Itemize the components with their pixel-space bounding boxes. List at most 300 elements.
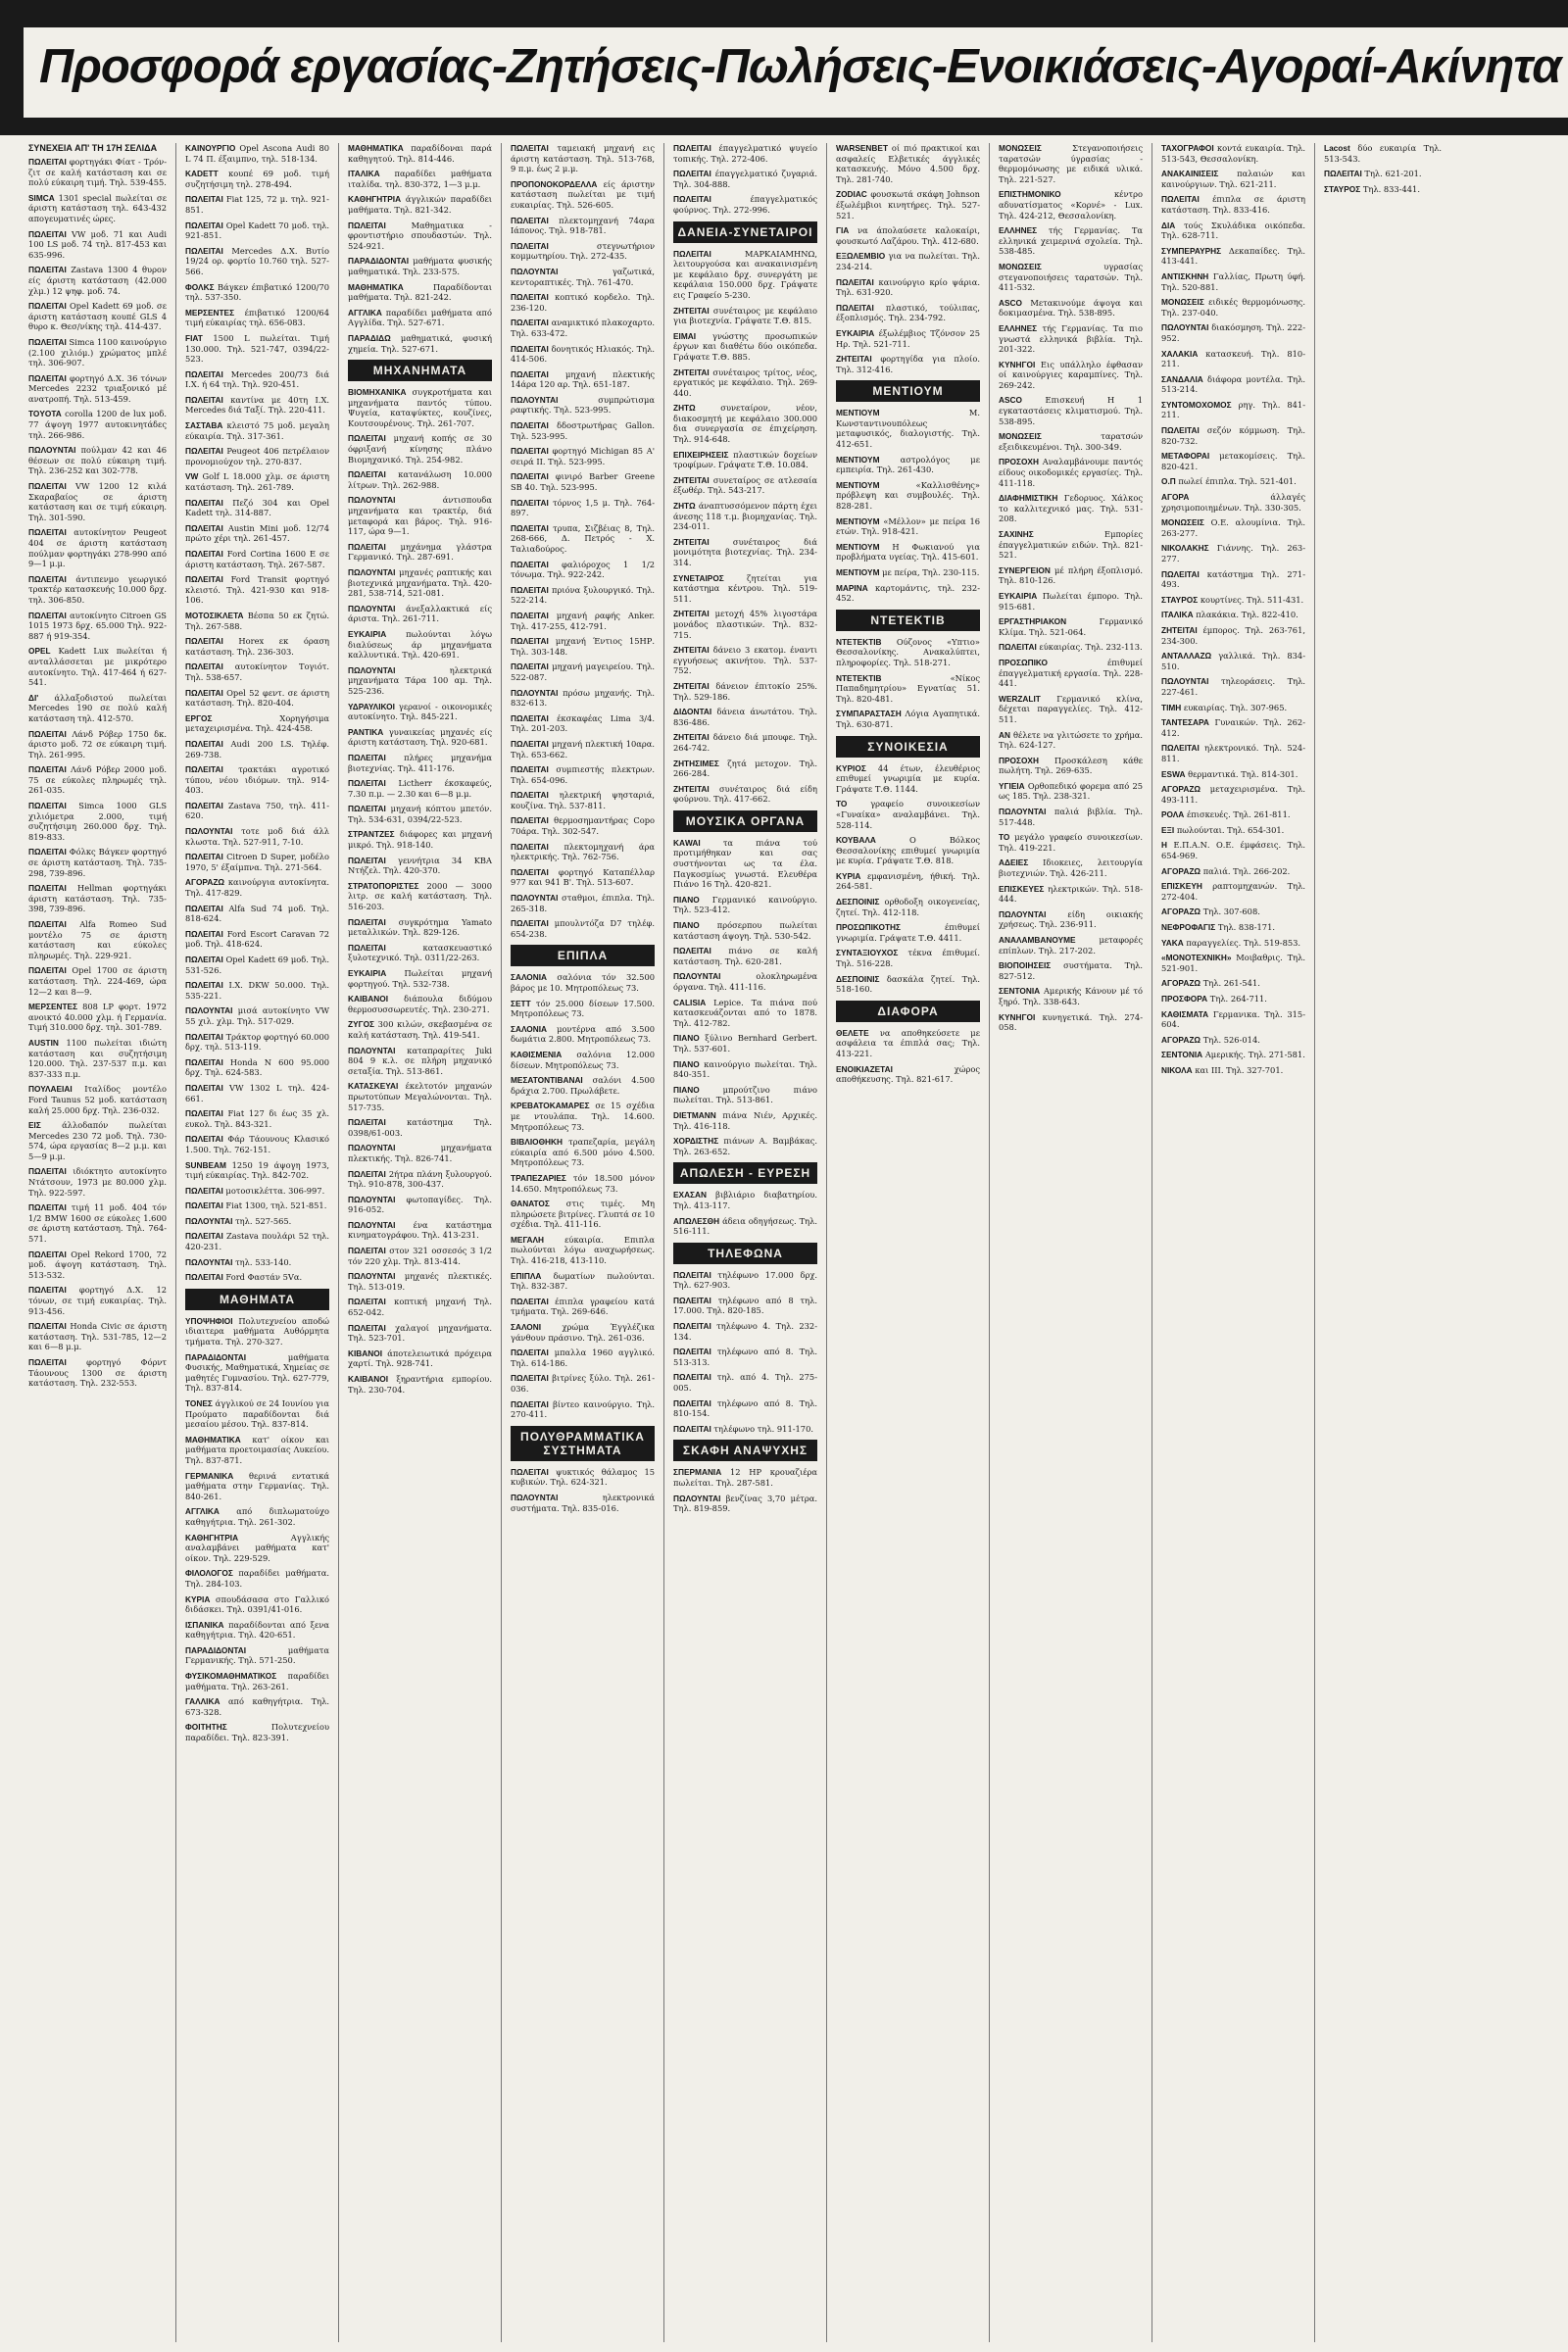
classified-ad (28, 1357, 167, 1389)
classified-ad (28, 527, 167, 568)
ad-text: Χορηγήσιμα μεταχειρισμένα. Τηλ. 424-458. (185, 712, 329, 734)
ad-text: Εις υπάλληλο έφθασαν οί καινούργιες καραμπίνες. Τηλ. 269-242. (999, 359, 1143, 390)
classified-ad (999, 143, 1143, 184)
classified-ad (348, 387, 492, 428)
ad-keyword: ΠΩΛΕΙΤΑΙ (348, 1117, 386, 1128)
ad-keyword: ΕΝΟΙΚΙΑΖΕΤΑΙ (836, 1063, 893, 1074)
ad-text: μηχανήματα πλεκτικής. Τηλ. 826-741. (348, 1143, 492, 1163)
ad-text: ζητά μετοχον. Τηλ. 266-284. (673, 758, 817, 779)
classified-ad (673, 645, 817, 676)
classified-ad (28, 481, 167, 522)
classified-ad (28, 611, 167, 642)
ad-keyword: ΑΝΤΑΛΛΑΖΩ (1161, 651, 1212, 662)
classified-ad (673, 1321, 817, 1342)
ad-text: θερμοσημαντήρας Copo 70άρα. Τηλ. 302-547. (511, 815, 655, 837)
classified-ad (673, 1190, 817, 1210)
ad-text: φουσκωτά σκάφη Johnson έξωλέμβιοι κινητήρες. Τηλ. 527-521. (836, 189, 980, 220)
ad-text: έπιθυμεί έπαγγελματική εργασία. Τηλ. 228-441. (999, 657, 1143, 689)
ad-text: κατ' οίκον και μαθήματα προετοιμασίας Λυκείου. Τηλ. 837-871. (185, 1434, 330, 1465)
ad-text: 808 LP φορτ. 1972 ανοικτό 40.000 χλμ. ή Γερμανία. Τιμή 310.000 δρχ. τηλ. 301-789. (28, 1002, 167, 1033)
ad-keyword: ΜΟΤΟΣΙΚΛΕΤΑ (185, 610, 244, 620)
ad-text: πλεκτομηχανή άρα ηλεκτρικής. Τηλ. 762-756. (511, 841, 655, 862)
ad-keyword: ΖΗΤΕΙΤΑΙ (836, 354, 872, 365)
classified-ad (348, 829, 492, 850)
ad-text: καταπραρίτες Juki 804 9 κ.λ. σε πλήρη μηχανικό σεταξία. Τηλ. 513-861. (348, 1045, 492, 1076)
ad-keyword: ΠΩΛΕΙΤΑΙ (673, 1372, 711, 1383)
ad-text: άγγλικού σε 24 Ιουνίου για Προύματο παραδίδονται διά μεσαίου μέσου. Τηλ. 837-814. (185, 1398, 330, 1430)
ad-keyword: ΜΑΘΗΜΑΤΙΚΑ (185, 1434, 241, 1445)
ad-keyword: ΔΙΔΟΝΤΑΙ (673, 707, 712, 717)
classified-ad (185, 246, 329, 277)
classified-ad (1161, 143, 1305, 164)
ad-keyword: ΘΕΛΕΤΕ (836, 1027, 869, 1038)
ad-keyword: ΑΠΩΛΕΣΘΗ (673, 1215, 720, 1226)
ad-keyword: ΖΗΤΩ (673, 403, 696, 414)
ad-text: σε 15 σχέδια με ντουλάπα. Τηλ. 14.600. Μητροπόλεως 73. (511, 1101, 655, 1132)
ad-text: αναμικτικό πλακοχαρτο. Τηλ. 633-472. (511, 318, 656, 338)
ad-keyword: ΚΥΡΙΟΣ (836, 762, 866, 773)
ad-keyword: ΠΙΑΝΟ (673, 1058, 700, 1069)
ad-keyword: SUNBEAM (185, 1159, 226, 1170)
ad-keyword: ΖΥΓΟΣ (348, 1019, 375, 1030)
ad-keyword: ΠΩΛΕΙΤΑΙ (511, 240, 549, 251)
ad-keyword: ΜΟΝΩΣΕΙΣ (1161, 517, 1204, 528)
ad-text: μεγάλο γραφείο συνοικεσίων. Τηλ. 419-221. (999, 832, 1143, 853)
ad-text: υγρασίας στεγανοποιήσεις ταρατσών. Τηλ. 411-532. (999, 261, 1143, 293)
ad-text: Ford Escort Caravan 72 μοδ. Τηλ. 418-624. (185, 928, 329, 950)
classified-ad (511, 1467, 655, 1488)
ad-text: Honda Civic σε άριστη κατάσταση. Τηλ. 531-785, 12—2 και 6—8 μ.μ. (28, 1321, 168, 1352)
ad-keyword: CALISIA (673, 997, 707, 1007)
ad-keyword: ΚΑΘΙΣΜΑΤΑ (1161, 1008, 1209, 1019)
ad-keyword: ΑΓΟΡΑΖΩ (1161, 784, 1201, 795)
ad-keyword: ΚΑΙΒΑΝΟΙ (348, 994, 389, 1004)
ad-keyword: ESWA (1161, 768, 1186, 779)
classified-ad (185, 1257, 329, 1268)
ad-keyword: ΠΩΛΟΥΝΤΑΙ (185, 1005, 233, 1016)
ad-keyword: ΠΩΛΕΙΤΑΙ (185, 1031, 223, 1042)
classified-ad (511, 790, 655, 810)
ad-text: διάφορα μοντέλα. Τηλ. 513-214. (1161, 373, 1305, 395)
ad-keyword: ΕΛΛΗΝΕΣ (999, 225, 1038, 236)
classified-ad (185, 1722, 329, 1742)
ad-text: ιδιόκτητο αυτοκίνητο Ντάτσουν, 1973 με 80.000 χλμ. Τηλ. 922-597. (28, 1166, 167, 1198)
ad-text: μαθήματα φυσικής μαθηματικά. Τηλ. 233-575. (348, 256, 493, 276)
ad-keyword: ΑΓΟΡΑΖΩ (185, 877, 225, 888)
classified-ad (1161, 169, 1305, 189)
classified-ad (673, 1494, 817, 1514)
ad-text: φορτηγό Δ.Χ. 36 τόνων Mercedes 2232 τριαξονικό μέ ανατροπή. Τηλ. 513-459. (28, 372, 168, 404)
ad-text: Opel Ascona Audi 80 L 74 Π. έξαιμπνο, τηλ. 518-134. (185, 143, 329, 164)
classified-ad (836, 583, 980, 604)
ad-keyword: ΠΩΛΕΙΤΑΙ (185, 1200, 223, 1211)
classified-ad (1161, 769, 1305, 780)
ad-keyword: ΑΓΟΡΑΖΩ (1161, 906, 1201, 917)
ad-keyword: ΔΙ' (28, 692, 39, 703)
ad-keyword: ΝΤΕΤΕΚΤΙΒ (836, 636, 882, 647)
ad-text: συγκρότημα Yamato μεταλλικών. Τηλ. 829-126. (348, 916, 493, 938)
ad-text: VW μοδ. 71 και Audi 100 LS μοδ. 74 τηλ. 817-453 και 635-996. (28, 228, 167, 260)
ad-text: ρηγ. Τηλ. 841-211. (1161, 399, 1305, 420)
classified-ad (836, 974, 980, 995)
classified-ad (185, 420, 329, 441)
section-heading: ΔΙΑΦΟΡΑ (836, 1001, 980, 1022)
ad-keyword: ΡΑΝΤΙΚΑ (348, 726, 384, 737)
classified-ad (185, 1160, 329, 1181)
classified-ad (185, 169, 329, 189)
ad-text: Παραδίδονται μαθήματα. Τηλ. 821-242. (348, 281, 492, 303)
classified-ad (185, 739, 329, 760)
ad-keyword: ΜΟΝΩΣΕΙΣ (999, 261, 1042, 271)
ad-text: Τηλ. 261-541. (1202, 978, 1260, 989)
classified-ad (999, 694, 1143, 725)
ad-keyword: ΠΡΟΠΟΝΟΚΟΡΔΕΛΛΑ (511, 178, 598, 189)
ad-text: είς άριστην κατάσταση πωλείται με τιμή ευκαιρίας. Τηλ. 526-605. (511, 178, 655, 210)
ad-keyword: ΠΩΛΕΙΤΑΙ (28, 1249, 67, 1259)
ad-text: βενζίνας 3,70 μέτρα. Τηλ. 819-859. (673, 1493, 817, 1514)
ad-keyword: ΣΑΛΟΝΙ (511, 1322, 542, 1333)
classified-ad (28, 801, 167, 842)
classified-ad (1161, 881, 1305, 902)
ad-keyword: ΠΩΛΕΙΤΑΙ (673, 1423, 711, 1434)
ad-text: κυνηγετικά. Τηλ. 274-058. (999, 1011, 1143, 1033)
ad-keyword: ΣΥΜΠΑΡΑΣΤΑΣΗ (836, 709, 902, 719)
classified-ad (1161, 784, 1305, 805)
ad-text: από διπλωματούχο καθηγήτρια. Τηλ. 261-302. (185, 1506, 329, 1527)
ad-text: δασκάλα ζητεί. Τηλ. 518-160. (836, 973, 980, 995)
ad-keyword: ΕΥΚΑΙΡΙΑ (348, 628, 387, 639)
column-2 (176, 143, 339, 2342)
ad-keyword: ΣΑΧΙΝΗΣ (999, 529, 1034, 539)
classified-ad (511, 267, 655, 287)
ad-keyword: ΖΗΤΕΙΤΑΙ (673, 305, 710, 316)
ad-text: Τηλ. 621-201. (1364, 169, 1422, 179)
ad-keyword: ΠΩΛΟΥΝΤΑΙ (348, 1143, 396, 1153)
ad-text: Τηλ. 833-441. (1362, 183, 1420, 194)
classified-ad (348, 804, 492, 824)
column-9 (1315, 143, 1450, 2342)
ad-text: καινούργιο πωλείται. Τηλ. 840-351. (673, 1058, 817, 1080)
classified-ad (185, 1216, 329, 1227)
ad-text: «Καλλισθένης» πρόβλεψη και συμβουλές. Τηλ. 828-281. (836, 479, 980, 512)
classified-ad (673, 1216, 817, 1237)
classified-ad (1161, 543, 1305, 564)
classified-ad (185, 308, 329, 328)
classified-ad (673, 971, 817, 992)
ad-text: Βέσπα 50 εκ ζητώ. Τηλ. 267-588. (185, 610, 330, 631)
classified-ad (348, 495, 492, 536)
ad-keyword: ΠΩΛΕΙΤΑΙ (511, 215, 549, 225)
ad-keyword: ΑΔΕΙΕΣ (999, 858, 1029, 868)
ad-keyword: ΠΡΟΣΩΠΙΚΟ (999, 657, 1048, 667)
classified-ad (673, 1347, 817, 1367)
ad-keyword: ΑΝΤΙΣΚΗΝΗ (1161, 270, 1209, 281)
ad-keyword: ΠΩΛΕΙΤΑΙ (185, 574, 223, 585)
ad-text: Πωλείται μηχανή φορτηγού. Τηλ. 532-738. (348, 968, 493, 989)
classified-ad (511, 662, 655, 682)
ad-keyword: ΠΩΛΕΙΤΑΙ (28, 919, 67, 929)
ad-keyword: ΠΩΛΟΥΝΤΑΙ (185, 826, 233, 837)
ad-keyword: ΕΡΓΟΣ (185, 712, 213, 723)
classified-ad (511, 764, 655, 785)
ad-text: κατάστημα Τηλ. 0398/61-003. (348, 1117, 492, 1138)
ad-text: «Μέλλον» με πείρα 16 ετών. Τηλ. 918-421. (836, 515, 980, 537)
ad-text: καρτομάντις, τηλ. 232-452. (836, 582, 980, 604)
ad-text: Fiat 127 δι έως 35 χλ. ευκολ. Τηλ. 843-321. (185, 1108, 330, 1129)
ad-keyword: ΤΟΝΕΣ (185, 1398, 213, 1408)
ad-keyword: ΖΗΤΕΙΤΑΙ (673, 367, 710, 377)
classified-ad (836, 328, 980, 349)
classified-ad (1161, 809, 1305, 820)
classified-ad (1161, 322, 1305, 343)
ad-keyword: ΣΕΤΤ (511, 998, 531, 1008)
ad-keyword: ΠΩΛΕΙΤΑΙ (28, 157, 67, 167)
classified-ad (28, 445, 167, 476)
ad-text: γεννήτρια 34 ΚΒΑ Ντήζελ. Τηλ. 420-370. (348, 855, 492, 876)
ad-keyword: ΚΥΡΙΑ (836, 870, 861, 881)
ad-text: Πεζό 304 και Opel Kadett τηλ. 314-887. (185, 497, 330, 518)
classified-ad (1161, 866, 1305, 877)
ad-text: Zastava 1300 4 θυρον είς άριστη κατάσταση (42.000 χλμ.) 12 ψηφ. μοδ. 74. (28, 265, 167, 296)
classified-ad (185, 929, 329, 950)
ad-keyword: ΠΩΛΕΙΤΑΙ (511, 522, 549, 533)
ad-text: κοπτική μηχανή Τηλ. 652-042. (348, 1297, 492, 1318)
ad-keyword: ΠΩΛΕΙΤΑΙ (348, 220, 386, 230)
ad-text: δάνειο 3 εκατομ. έναντι εγγυήσεως ακινήτου. Τηλ. 537-752. (673, 645, 817, 676)
ad-keyword: «ΜΟΝΟΤΕΧΝΙΚΗ» (1161, 953, 1232, 963)
ad-keyword: ΠΩΛΕΙΤΑΙ (185, 522, 223, 533)
classified-ad (185, 1083, 329, 1103)
ad-text: Zastava 750, τηλ. 411-620. (185, 800, 330, 821)
ad-text: φορτηγό Δ.Χ. 12 τόνων, σε τιμή ευκαιρίας. Τηλ. 913-456. (28, 1285, 168, 1316)
classified-ad (511, 241, 655, 262)
classified-ad (348, 256, 492, 276)
ad-text: τόν 25.000 δίσεων 17.500. Μητροπόλεως 73. (511, 998, 655, 1019)
ad-keyword: ΤΑΝΤΕΣΑΡΑ (1161, 717, 1209, 728)
ad-keyword: ΠΩΛΕΙΤΑΙ (348, 1246, 386, 1256)
ad-keyword: ΕΠΙΣΚΕΥΕΣ (999, 883, 1045, 894)
classified-ad (185, 1533, 329, 1564)
classified-ad (836, 1028, 980, 1059)
classified-ad (999, 262, 1143, 293)
ad-text: τόρνος 1,5 μ. Τηλ. 764-897. (511, 497, 656, 518)
ad-keyword: ΥΠΟΨΗΦΙΟΙ (185, 1315, 233, 1326)
ad-text: Πωλείται έμπορο. Τηλ. 915-681. (999, 590, 1143, 612)
classified-ad (185, 1005, 329, 1026)
ad-text: Λόγια Αγαπητικά. Τηλ. 630-871. (836, 709, 981, 729)
ad-text: πρόσω μηχανής. Τηλ. 832-613. (511, 687, 655, 709)
ad-keyword: ΠΩΛΕΙΤΑΙ (185, 764, 223, 775)
ad-keyword: ΒΙΟΠΟΙΗΣΕΙΣ (999, 960, 1052, 971)
ad-keyword: ΣΥΝΕΤΑΙΡΟΣ (673, 572, 724, 583)
ad-text: ειδικές θερμομόνωσης. Τηλ. 237-040. (1161, 297, 1305, 318)
classified-ad (511, 471, 655, 492)
ad-text: κλειστό 75 μοδ. μεγαλη εύκαιρία. Τηλ. 317-361. (185, 420, 329, 441)
ad-text: Γερμανικό κλίνα, δέχεται παραγγελίες. Τηλ. 412-511. (999, 693, 1143, 724)
ad-text: μισά αυτοκίνητο VW 55 χιλ. χλμ. Τηλ. 517-029. (185, 1005, 329, 1026)
ad-keyword: ΚΥΡΙΑ (185, 1593, 211, 1604)
classified-ad (999, 457, 1143, 488)
classified-ad (836, 1064, 980, 1085)
ad-keyword: ΘΑΝΑΤΟΣ (511, 1199, 550, 1209)
classified-ad (673, 707, 817, 727)
ad-keyword: ΠΩΛΕΙΤΑΙ (511, 1398, 549, 1409)
ad-text: διάπουλα διδύμου θερμοσυσσωρευτές. Τηλ. 230-271. (348, 994, 493, 1014)
ad-text: φωτοπαγίδες. Τηλ. 916-052. (348, 1194, 493, 1215)
ad-keyword: ΠΩΛΕΙΤΑΙ (511, 1296, 549, 1306)
classified-ad (348, 1081, 492, 1112)
classified-ad (836, 189, 980, 220)
classified-ad (185, 1231, 329, 1251)
ad-text: Opel 52 φεντ. σε άριστη κατάσταση. Τηλ. 820-404. (185, 687, 329, 709)
ad-keyword: ΖΗΤΕΙΤΑΙ (1161, 624, 1198, 635)
ad-keyword: ΤΙΜΗ (1161, 702, 1182, 712)
ad-text: έπιπλα γραφείου κατά τμήματα. Τηλ. 269-646. (511, 1296, 655, 1317)
classified-ad (999, 616, 1143, 637)
classified-ad (1161, 651, 1305, 671)
ad-text: πλεκτομηχανή 74αρα Ιάπονος. Τηλ. 918-781. (511, 215, 655, 236)
ad-keyword: ΕΛΛΗΝΕΣ (999, 322, 1038, 333)
ad-text: Opel Kadett 69 μοδ. Τηλ. 531-526. (185, 955, 329, 975)
ad-keyword: ΠΩΛΕΙΤΑΙ (28, 847, 67, 858)
ad-text: τιμή 11 μοδ. 404 τόν 1/2 BMW 1600 σε εύκολες 1.600 σε άριστη κατάσταση. Τηλ. 764-571. (28, 1202, 167, 1245)
classified-ad (836, 516, 980, 537)
classified-ad (185, 1645, 329, 1666)
classified-ad (999, 807, 1143, 827)
ad-keyword: ΠΩΛΕΙΤΑΙ (511, 1348, 549, 1358)
ad-text: 2ήτρα πλάνη ξυλουργού. Τηλ. 910-878, 300-437. (348, 1168, 492, 1190)
classified-ad (1161, 451, 1305, 471)
ad-text: Τηλ. 526-014. (1202, 1034, 1260, 1045)
classified-ad (185, 1134, 329, 1154)
ad-text: Mercedes Δ.Χ. Βυτίο 19/24 ορ. φορτίο 10.760 τηλ. 527-566. (185, 245, 330, 276)
classified-ad (673, 1296, 817, 1316)
ad-text: Αμερικής. Τηλ. 271-581. (1204, 1050, 1305, 1060)
classified-ad (348, 856, 492, 876)
ad-keyword: ΤΟ (836, 799, 848, 809)
classified-ad (673, 501, 817, 532)
classified-ad (836, 567, 980, 578)
classified-ad (1161, 840, 1305, 860)
ad-keyword: ΑΓΟΡΑ (1161, 492, 1190, 503)
ad-keyword: ΠΩΛΟΥΝΤΑΙ (511, 266, 559, 276)
ad-keyword: ΠΩΛΕΙΤΑΙ (28, 1321, 67, 1332)
classified-ad (673, 1033, 817, 1054)
ad-keyword: ΠΩΛΕΙΤΑΙ (511, 790, 549, 801)
classified-ad (185, 1568, 329, 1589)
ad-keyword: ΖΗΤΕΙΤΑΙ (673, 783, 710, 794)
ad-keyword: ΠΩΛΕΙΤΑΙ (348, 778, 386, 789)
classified-ad (348, 567, 492, 599)
classified-ad (999, 832, 1143, 853)
ad-text: καντίνα με 40τη Ι.Χ. Mercedes διά Ταξί. Τηλ. 220-411. (185, 394, 329, 416)
ad-text: Γιάννης. Τηλ. 263-277. (1161, 543, 1305, 564)
ad-keyword: AUSTIN (28, 1037, 59, 1048)
ad-text: μηχάνημα γλάστρα Γερμανικό. Τηλ. 287-691. (348, 541, 492, 563)
classified-ad (999, 565, 1143, 586)
ad-keyword: ΠΩΛΕΙΤΑΙ (673, 1321, 711, 1332)
ad-text: καινούργιο κρίο ψάρια. Τηλ. 631-920. (836, 276, 981, 298)
classified-ad (673, 1467, 817, 1488)
ad-text: καινούργια αυτοκίνητα. Τηλ. 417-829. (185, 877, 329, 899)
ad-text: μπαλλα 1960 αγγλικό. Τηλ. 614-186. (511, 1348, 656, 1368)
ad-text: τρακτάκι αγροτικό τύπου, νέου ιδιόμων. τηλ. 914-403. (185, 764, 329, 796)
classified-ad (185, 1471, 329, 1502)
ad-text: Citroen D Super, μοδέλο 1970, 5' έξαίμπνα. Τηλ. 271-564. (185, 852, 330, 872)
ad-keyword: ΠΩΛΕΙΤΑΙ (511, 815, 549, 826)
classified-ad (348, 1117, 492, 1138)
ad-keyword: ΑΓΓΛΙΚΑ (348, 307, 382, 318)
ad-keyword: ΔΙΑΦΗΜΙΣΤΙΚΗ (999, 493, 1058, 504)
ad-text: αυτοκίνητον Peugeot 404 σε άριστη κατάσταση πούλμαν φορτηγάκι 278-990 από 9—1 μ.μ. (28, 527, 168, 569)
classified-ad (185, 852, 329, 872)
ad-keyword: ΑΓΟΡΑΖΩ (1161, 978, 1201, 989)
ad-keyword: ΣΤΡΑΤΟΠΟΡΙΣΤΕΣ (348, 880, 419, 891)
classified-ad (999, 395, 1143, 426)
ad-keyword: ΣΥΝΕΡΓΕΙΟΝ (999, 564, 1051, 575)
classified-ad (28, 1321, 167, 1352)
ad-text: Alfa Romeo Sud μοντέλο 75 σε άριστη κατάσταση και εύκολες πληρωμές. Τηλ. 229-921. (28, 919, 167, 960)
classified-ad (673, 1059, 817, 1080)
ad-keyword: ΜΑΡΙΝΑ (836, 582, 868, 593)
classified-ad (511, 179, 655, 211)
ad-text: Εμπορίες έπαγγελματικών ειδών. Τηλ. 821-521. (999, 529, 1143, 561)
classified-ad (836, 897, 980, 917)
ad-text: μπρούτζινο πιάνο πωλείται. Τηλ. 513-861. (673, 1084, 817, 1105)
ad-keyword: ΠΩΛΕΙΤΑΙ (348, 916, 386, 927)
ad-keyword: KADETT (185, 169, 219, 179)
classified-ad (836, 408, 980, 449)
classified-ad (511, 1199, 655, 1230)
classified-ad (673, 403, 817, 444)
classified-ad (999, 909, 1143, 930)
ad-text: εύκαιρία. Επιπλα πωλούνται λόγω αναχωρήσεως. Τηλ. 416-218, 413-110. (511, 1234, 655, 1266)
ad-text: ηλεκτρονικό. Τηλ. 524-811. (1161, 743, 1305, 763)
classified-ad (28, 229, 167, 261)
ad-text: παραδίδει μαθήματα ιταλίδα. τηλ. 830-372, 1—3 μ.μ. (348, 169, 492, 189)
ad-keyword: WERZALIT (999, 693, 1041, 704)
ad-keyword: ΠΩΛΕΙΤΑΙ (28, 573, 67, 584)
ad-keyword: ΕΥΚΑΙΡΙΑ (836, 327, 875, 338)
ad-keyword: ΕΧΑΣΑΝ (673, 1190, 708, 1200)
classified-ad (348, 542, 492, 563)
classified-ad (673, 331, 817, 363)
classified-ad (1161, 349, 1305, 369)
ad-keyword: ΠΩΛΕΙΤΑΙ (511, 420, 549, 431)
column-3 (339, 143, 502, 2342)
ad-keyword: ΠΩΛΕΙΤΑΙ (673, 169, 711, 179)
classified-ad (1161, 906, 1305, 917)
ad-keyword: ΠΩΛΕΙΤΑΙ (673, 1295, 711, 1305)
classified-ad (348, 1169, 492, 1190)
classified-ad (1161, 1065, 1305, 1076)
ad-keyword: ΠΩΛΕΙΤΑΙ (28, 883, 67, 894)
classified-ad (28, 729, 167, 760)
classified-ad (836, 354, 980, 374)
ad-keyword: ΜΕΝΤΙΟΥΜ (836, 479, 880, 490)
ad-keyword: ΠΩΛΟΥΝΤΑΙ (348, 603, 396, 613)
ad-text: Austin Mini μοδ. 12/74 πρώτο χέρι τηλ. 261-457. (185, 522, 329, 544)
ad-keyword: ΠΩΛΕΙΤΑΙ (185, 194, 223, 205)
ad-text: σαλόνια 12.000 δίσεων. Μητροπόλεως 73. (511, 1049, 655, 1070)
classified-ad (28, 157, 167, 188)
classified-ad (28, 1002, 167, 1033)
ad-keyword: ΠΩΛΕΙΤΑΙ (511, 1466, 549, 1477)
ad-text: αυτοκίνητον Τογιότ. Τηλ. 538-657. (185, 662, 329, 682)
ad-keyword: ΠΩΛΟΥΝΤΑΙ (348, 1271, 396, 1282)
ad-text: βιτρίνες ξύλο. Τηλ. 261-036. (511, 1373, 656, 1394)
ad-text: Γαλλίας, Πρωτη ύφή. Τηλ. 520-881. (1161, 270, 1305, 292)
